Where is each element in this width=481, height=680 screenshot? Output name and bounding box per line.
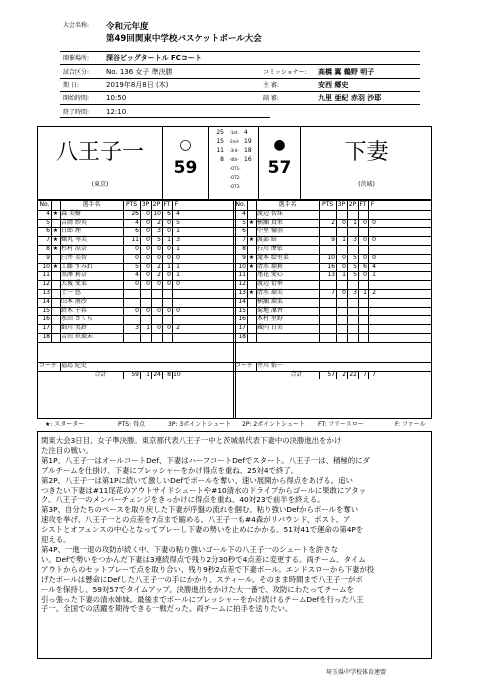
table-cell: 0 [363,253,367,261]
table-cell: 18 [42,333,50,340]
player-name: 日郎 理 [61,227,81,235]
total-label: 合計 [94,370,107,378]
table-cell: 0 [157,253,161,261]
table-cell: 1 [176,245,180,252]
table-cell: 0 [167,271,171,279]
table-cell: 1 [167,262,171,270]
table-cell: ★ [52,227,59,235]
table-cell: 16 [327,262,335,270]
player-name: 工藤 すみれ [61,262,93,270]
table-cell: 16 [42,315,50,323]
meet-year: 令和元年度 [106,22,149,32]
table-cell: ★ [248,289,255,296]
table-cell: 15 [42,306,50,314]
table-cell: 0 [342,218,346,226]
table-cell: 3 [135,324,139,332]
table-cell: 1 [176,227,180,235]
table-cell: 0 [342,262,346,270]
table-cell: 6 [363,262,367,270]
table-cell: 0 [372,218,376,226]
table-cell: 9 [331,236,335,244]
column-header: FT [163,201,171,208]
player-name: 中里 愉羽 [257,227,283,235]
column-header: No. [39,201,50,208]
report-line: げたボールは懸命にDefした八王子一の手にかかり、スティール。そのまま時間まで八王子一がボ [41,574,363,584]
player-name: 渡辺 恰華 [257,280,283,288]
table-cell: 11 [42,271,50,279]
chief-label: 主 審: [263,82,279,89]
table-cell: 0 [146,280,150,288]
table-cell: 1 [146,324,150,332]
player-name: 森 美樹 [61,209,81,217]
table-cell: 0 [167,245,171,252]
table-cell: 10 [42,262,50,270]
legend-ft: FT: フリースロー [318,421,364,428]
column-header: 3P [141,201,150,208]
home-score: 59 [173,158,198,178]
table-cell: 1 [372,271,376,279]
table-cell: 3 [353,236,357,244]
report-line: ブルチームを仕掛け、下妻にプレッシャーをかけ得点を重ね、25対4で終了。 [41,465,299,475]
player-name: 鈴木 千春 [61,306,87,314]
table-cell: 4 [372,262,376,270]
table-cell: 26 [131,209,139,217]
footer-org: 埼玉県中学校体育連盟 [326,669,387,676]
start-label: 開始時間: [63,95,90,102]
table-cell: 0 [146,253,150,261]
table-cell: 0 [372,236,376,244]
table-cell: 1 [353,218,357,226]
table-cell: ★ [52,209,59,217]
game-label: 試合区分: [63,69,90,76]
player-name: 永田 さくら [61,315,93,323]
column-header: No. [235,201,246,208]
table-cell: 0 [135,253,139,261]
table-cell: 1 [363,289,367,296]
table-cell: 2 [157,271,161,279]
umps-value: 九里 亜紀 赤羽 沙耶 [318,94,382,102]
venue-value: 深谷ビッグタートル FCコート [106,54,202,62]
column-header: 2P [348,201,357,208]
table-cell: 0 [167,306,171,314]
table-cell: 13 [327,271,335,279]
table-cell: 14 [238,297,246,305]
coach-name: 井川 佑一 [257,361,283,369]
player-name: 大後 愛菜 [61,280,87,288]
table-cell: 11 [238,271,246,279]
table-cell: 8 [46,245,50,252]
column-header: 3P [337,201,346,208]
table-cell: 2 [157,218,161,226]
table-cell: 1 [342,271,346,279]
table-cell: 0 [135,280,139,288]
table-cell: 0 [167,280,171,288]
player-name: 渡辺 智珠 [257,209,283,217]
table-cell: 15 [238,306,246,314]
table-cell: 0 [146,236,150,244]
table-cell: ★ [248,236,255,244]
table-cell: 0 [146,209,150,217]
table-cell: 0 [176,306,180,314]
report-line: 引っ張った下妻の清水姉妹。最後までボールにプレッシャーをかけ続けるチームDefを行った八王 [41,594,364,604]
table-cell: ★ [248,253,255,261]
report-line: 関東大会3日目、女子準決勝。東京都代表八王子一中と茨城県代表下妻中の決勝進出をかけ [41,436,342,445]
commissioner-label: コミッショナー: [263,69,307,76]
column-header: 選手名 [82,201,101,208]
table-cell: ★ [52,245,59,252]
table-cell: 5 [353,271,357,279]
total-cell: 7 [372,370,376,378]
table-cell: 18 [238,333,246,340]
column-header: FT [359,201,367,208]
total-cell: 59 [131,370,139,378]
table-cell: 2 [331,218,335,226]
table-cell: 17 [238,324,246,332]
report-line: つきたい下妻は#11尾花のアウトサイドシュートや#10清水のドライブからゴールに果敢にアタッ [41,485,367,495]
table-cell: 0 [363,271,367,279]
table-cell: 9 [242,253,246,261]
chief-value: 安西 郷史 [318,81,349,89]
total-cell: 8 [167,370,171,378]
table-cell: 6 [135,227,139,235]
total-cell: 1 [146,370,150,378]
home-region: (東京) [91,181,109,188]
player-name: 吉岡 紗英 [61,218,87,226]
table-cell: 0 [146,262,150,270]
table-cell: 16 [238,315,246,323]
quarter-scores: 25 -1st- 4 15 -2nd- 19 11 -3rd- 18 8 -4th- 16 -OT1- -OT2- -OT3- [216,129,252,189]
table-cell: 3 [176,236,180,244]
table-cell: 0 [176,253,180,261]
umps-label: 副 審: [263,95,279,102]
box-score-table [37,200,432,419]
player-name: 清水 瑠美 [257,289,283,296]
column-header: 選手名 [278,201,297,208]
table-cell: 10 [327,253,335,261]
table-cell: 4 [135,218,139,226]
table-cell: 5 [242,218,246,226]
legend-f: F: ファール [395,421,426,428]
table-cell: 0 [157,280,161,288]
table-cell: 2 [157,262,161,270]
table-cell: ★ [248,262,255,270]
player-name: 尾花 愛心 [257,271,283,279]
table-cell: 2 [176,324,180,332]
column-header: 2P [152,201,161,208]
table-cell: 14 [42,297,50,305]
report-line: 第2P、八王子一は第1Pに続いて激しいDefでボールを奪い、速い展開から得点をあげる。追い [41,475,353,485]
total-cell: 22 [349,370,357,378]
table-cell: 0 [342,289,346,296]
table-cell: 7 [46,236,50,244]
away-team-name: 下妻 [344,140,389,165]
table-cell: 12 [42,280,50,288]
player-name: 石川 摩依 [257,245,283,252]
player-name: 木村 里野 [257,315,283,323]
report-line: ールを保持し、59対57でタイムアップ。決勝進出をかけた大一番で、攻防にわたってチームを [41,584,354,594]
coach-label: コーチ [39,361,58,369]
total-cell: 57 [327,370,335,378]
report-line: シストとオフェンスの中心となってプレーし下妻の勢いを止めにかかる。51対41で運命の第4Pを [41,525,364,535]
legend-3p: 3P: 3ポイントシュート [168,421,232,428]
table-cell: 10 [238,262,246,270]
report-line: ク。八王子一のメンバーチェンジをきっかけに得点を重ね、40対23で前半を終える。 [41,495,325,505]
table-cell: 0 [363,218,367,226]
home-team-name: 八王子一 [55,140,144,165]
table-cell: 1 [167,236,171,244]
end-value: 12:10 [106,108,127,116]
table-cell: 13 [238,289,246,296]
win-mark: ○ [179,137,192,153]
report-line: 第1P、八王子一はオールコートDef、下妻はハーフコートDefでスタート。八王子一は、積極的にダ [41,455,370,465]
table-cell: 5 [176,218,180,226]
table-cell: 5 [353,262,357,270]
player-name: 滝本 絵里菜 [257,253,289,261]
total-cell: 24 [153,370,161,378]
table-cell: 7 [242,236,246,244]
game-report [37,431,432,659]
loss-mark: ● [273,137,286,153]
meet-title: 第49回関東中学校バスケットボール大会 [106,34,262,44]
table-cell: 13 [42,289,50,296]
legend-starter: ★: スターター [45,421,85,428]
report-line: た注目の戦い。 [41,445,93,455]
table-cell: 0 [167,324,171,332]
table-cell: 5 [353,253,357,261]
table-cell: 3 [157,227,161,235]
table-cell: 4 [176,209,180,217]
commissioner-value: 高橋 翼 鵜野 明子 [318,68,375,76]
report-line: 子一。全国での活躍を期待できる一戦だった。両チームに拍手を送りたい。 [41,604,293,614]
report-line: 速攻を挙げ、八王子一との点差を7点まで縮める。八王子一も#4森がリバウンド、ポスト、ア [41,515,351,525]
total-label: 合計 [290,370,303,378]
table-cell: 1 [176,262,180,270]
player-name: 鶴丸 琴美 [61,236,87,244]
column-header: F [174,201,179,208]
table-cell: 0 [146,245,150,252]
report-line: アウトからのセットプレーで点を取り合い、残り9秒2点差で下妻ボール。エンドスローから下妻が投 [41,564,375,574]
coach-label: コーチ [235,361,254,369]
column-header: F [370,201,375,208]
table-cell: 12 [238,280,246,288]
table-cell: ★ [52,236,59,244]
player-name: 蔵内 日美 [257,324,283,332]
report-line: い。Defで勢いをつかんだ下妻は3連続得点で残り2分30秒で4点差に変更する。両チーム、タイム [41,554,366,564]
coach-name: 福島 紀史 [61,361,87,369]
legend-2p: 2P: 2ポイントシュート [242,421,306,428]
player-name: 山本 南沙 [61,297,87,305]
table-cell: 6 [167,209,171,217]
table-cell: 11 [131,236,139,244]
table-cell: 7 [331,289,335,296]
date-label: 期 日: [63,82,79,89]
report-line: 迎える。 [41,535,71,545]
table-cell: 0 [135,306,139,314]
player-name: 杉村 涼奈 [61,245,87,252]
column-header: PTS [321,201,334,208]
table-cell: 6 [242,227,246,235]
table-cell: 1 [176,271,180,279]
table-cell: 0 [363,236,367,244]
player-name: 渡部 結 [257,236,277,244]
table-cell: 5 [157,236,161,244]
meet-label: 大会名称: [63,22,90,29]
report-line: 第4P、一進一退の攻防が続く中、下妻の粘り強いゴール下の八王子一のシュートを許さな [41,544,339,554]
table-cell: 0 [157,306,161,314]
table-cell: 0 [157,245,161,252]
table-cell: 17 [42,324,50,332]
venue-label: 開催場所: [63,55,90,62]
table-cell: 0 [167,253,171,261]
table-cell: 0 [176,280,180,288]
table-cell: ★ [248,218,255,226]
away-score: 57 [267,158,292,178]
away-region: (茨城) [358,181,375,188]
report-line: 第3P、自分たちのペースを取り戻した下妻が序盤の流れを掴む。粘り強いDefからボールを奪い [41,505,359,515]
end-label: 終了時間: [63,109,90,116]
player-name: 土一 悠 [61,289,81,296]
table-cell: 6 [46,227,50,235]
table-cell: 4 [135,271,139,279]
table-cell: 2 [372,289,376,296]
table-cell: 0 [167,218,171,226]
table-cell: 9 [46,253,50,261]
table-cell: 3 [353,289,357,296]
table-cell: 0 [167,227,171,235]
table-cell: 0 [157,324,161,332]
player-name: 横瀬 真栄 [257,218,283,226]
column-header: PTS [125,201,138,208]
table-cell: 8 [242,245,246,252]
start-value: 10:50 [106,94,127,102]
total-cell: 2 [342,370,346,378]
table-cell: ★ [52,262,59,270]
table-cell: 10 [153,209,161,217]
table-cell: 0 [146,271,150,279]
player-name: 吉田 玖瑠未 [61,333,93,340]
player-name: 清水 瑠莉 [257,262,283,270]
table-cell: 1 [342,236,346,244]
player-name: 黒澤 莉奈 [61,271,87,279]
table-cell: 0 [135,245,139,252]
game-value: No. 136 女子 準決勝 [106,68,173,76]
total-cell: 10 [173,370,181,378]
total-cell: 7 [363,370,367,378]
table-cell: 0 [342,253,346,261]
date-value: 2019年8月8日 (木) [106,81,169,89]
table-cell: 5 [46,218,50,226]
player-name: 細川 実鈴 [61,324,87,332]
table-cell: 4 [46,209,50,217]
table-cell: 4 [242,209,246,217]
player-name: 横瀬 瑠菜 [257,297,283,305]
table-cell: 0 [146,306,150,314]
table-cell: 5 [135,262,139,270]
table-cell: 0 [146,227,150,235]
table-cell: 0 [372,253,376,261]
player-name: 菊地 凜香 [257,306,283,314]
player-name: 臼井 美智 [61,253,87,261]
legend-pts: PTS: 得点 [118,421,146,428]
table-cell: 0 [146,218,150,226]
